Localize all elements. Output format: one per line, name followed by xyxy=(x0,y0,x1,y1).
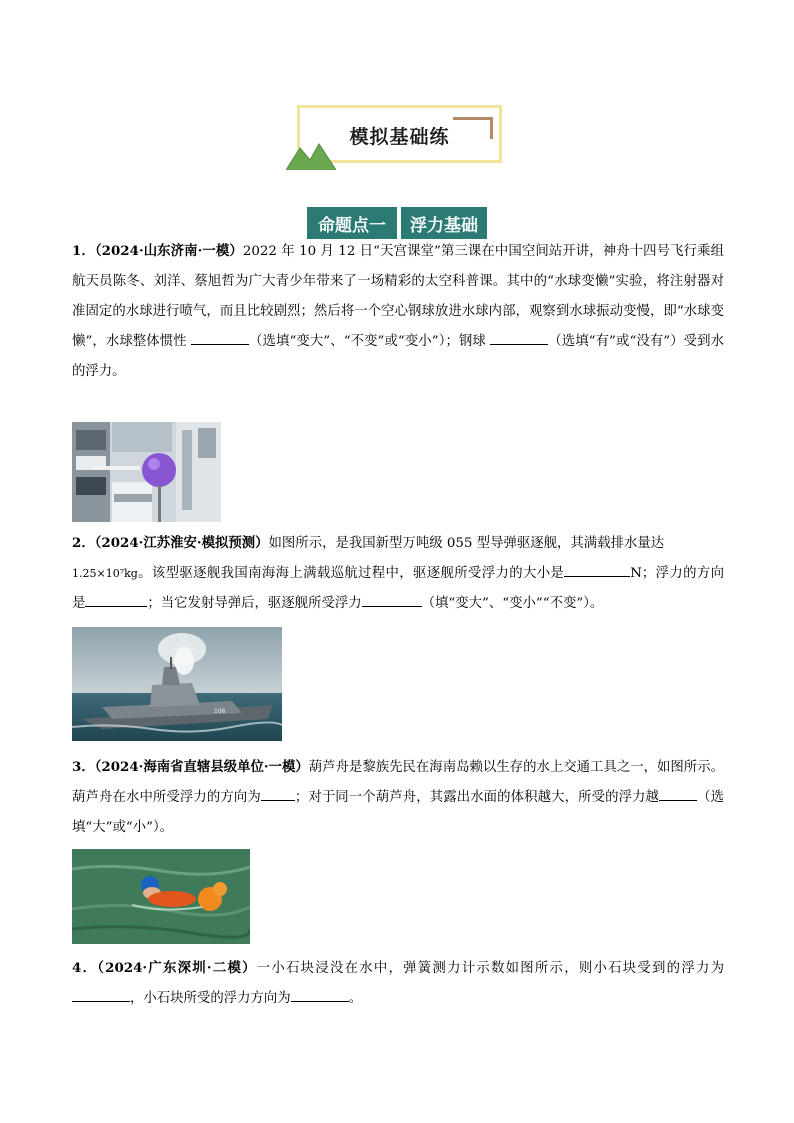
question-text: （选填“大”或“小”）。 xyxy=(72,790,725,835)
hills-icon xyxy=(286,140,336,172)
space-station-photo xyxy=(72,422,221,522)
page-title: 模拟基础练 xyxy=(349,126,450,148)
answer-blank[interactable] xyxy=(659,786,697,801)
answer-blank[interactable] xyxy=(362,592,422,607)
question-source: （2024·广东深圳·二模） xyxy=(97,960,257,976)
answer-blank[interactable] xyxy=(291,987,349,1002)
question-text: 。 xyxy=(348,991,363,1006)
displacement-value: 1.25×10⁷kg xyxy=(72,567,138,580)
question-text: N；浮力的方向是 xyxy=(72,566,725,611)
question-text: （填“变大”、“变小”“不变”）。 xyxy=(421,596,604,611)
question-text: 。该型驱逐舰我国南海海上满载巡航过程中，驱逐舰所受浮力的大小是 xyxy=(137,566,565,581)
question-source: （2024·海南省直辖县级单位·一模） xyxy=(94,759,309,775)
question-text: （选填“有”或“没有”）受到水的浮力。 xyxy=(72,334,725,379)
question-3 xyxy=(72,752,724,843)
section-label-topic: 浮力基础 xyxy=(401,207,487,239)
answer-blank[interactable] xyxy=(490,330,548,345)
banner-accent xyxy=(453,117,493,120)
section-heading xyxy=(307,207,487,239)
answer-blank[interactable] xyxy=(261,786,295,801)
question-source: （2024·山东济南·一模） xyxy=(94,243,243,259)
question-text: 2022 年 10 月 12 日“天宫课堂”第三课在中国空间站开讲，神舟十四号飞行乘组航天员陈冬、刘洋、蔡旭哲为广大青少年带来了一场精彩的太空科普课。其中的“水球变懒”实验，将注射器对准固定的水球进行喷气，而且比较剧烈；然后将一个空心钢球放进水球内部，观察到水球振动变慢，即“水球变懒”，水球整体惯性 xyxy=(72,244,724,349)
answer-blank[interactable] xyxy=(191,330,249,345)
question-text: ；当它发射导弹后，驱逐舰所受浮力 xyxy=(147,596,362,611)
question-number: 4． xyxy=(72,960,98,976)
question-text: 葫芦舟是黎族先民在海南岛赖以生存的水上交通工具之一，如图所示。葫芦舟在水中所受浮力的方向为 xyxy=(72,760,724,805)
answer-blank[interactable] xyxy=(85,592,147,607)
question-text: 如图所示，是我国新型万吨级 055 型导弹驱逐舰，其满载排水量达 xyxy=(268,536,665,551)
ship-hull-number: 106 xyxy=(214,708,226,715)
answer-blank[interactable] xyxy=(564,562,630,577)
question-1 xyxy=(72,236,724,387)
question-4 xyxy=(72,953,724,1014)
section-label-number: 命题点一 xyxy=(307,207,397,239)
question-text: （选填“变大”、“不变”或“变小”）；钢球 xyxy=(248,334,491,349)
question-text: 一小石块浸没在水中，弹簧测力计示数如图所示，则小石块受到的浮力为 xyxy=(256,961,724,976)
gourd-boat-photo xyxy=(72,849,250,944)
destroyer-photo xyxy=(72,627,282,741)
question-text: ；对于同一个葫芦舟，其露出水面的体积越大，所受的浮力越 xyxy=(294,790,660,805)
question-number: 1． xyxy=(72,243,95,259)
question-number: 3． xyxy=(72,759,95,775)
question-source: （2024·江苏淮安·模拟预测） xyxy=(94,535,269,551)
question-text: ，小石块所受的浮力方向为 xyxy=(130,991,291,1006)
question-number: 2． xyxy=(72,535,95,551)
answer-blank[interactable] xyxy=(72,987,130,1002)
question-2 xyxy=(72,528,724,619)
